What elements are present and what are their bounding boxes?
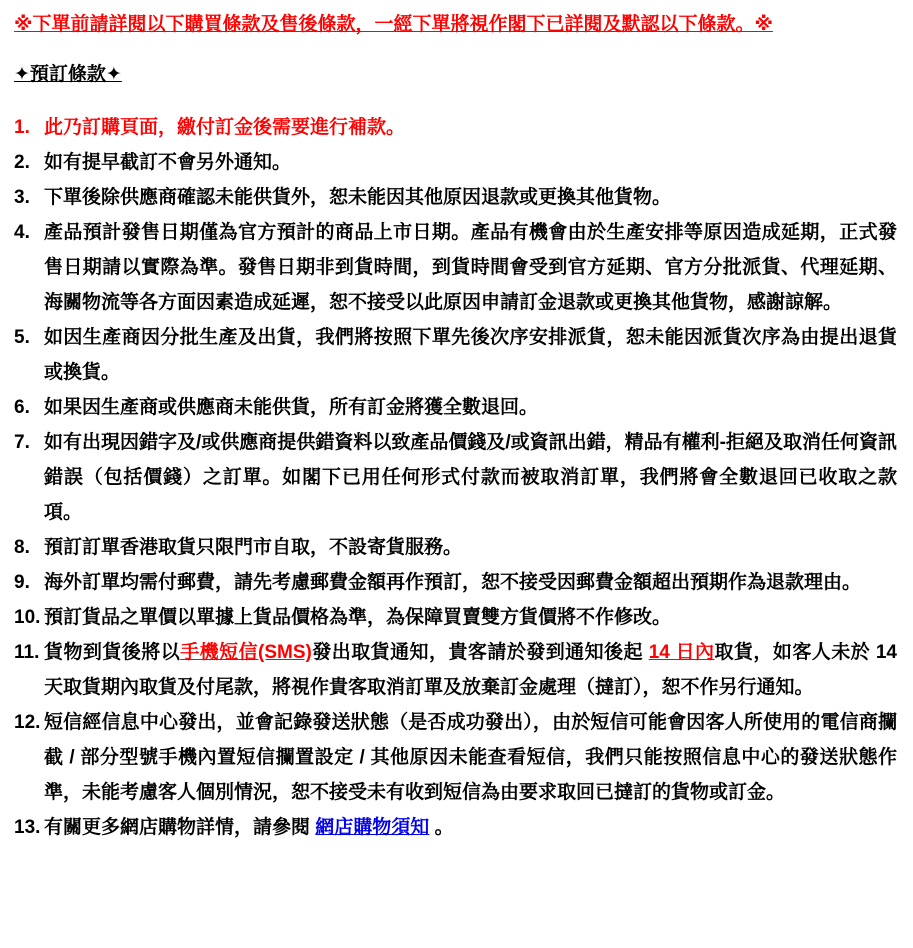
term-number: 6. — [14, 397, 30, 418]
term-number: 11. — [14, 642, 40, 663]
term-text-segment: 。 — [429, 817, 454, 838]
term-number: 13. — [14, 817, 41, 838]
highlighted-red-text: 14 日內 — [648, 642, 715, 663]
term-text — [44, 425, 897, 530]
term-item-8 — [14, 530, 897, 565]
term-number: 7. — [14, 432, 30, 453]
term-number: 5. — [14, 327, 30, 348]
term-text — [44, 810, 897, 845]
term-text — [44, 390, 897, 425]
term-item-2 — [14, 145, 897, 180]
term-text — [44, 110, 897, 145]
term-text — [44, 530, 897, 565]
shop-guide-link[interactable]: 網店購物須知 — [315, 817, 430, 838]
term-item-11 — [14, 635, 897, 705]
term-number: 4. — [14, 222, 30, 243]
term-item-10 — [14, 600, 897, 635]
term-text-segment: 海外訂單均需付郵費，請先考慮郵費金額再作預訂，恕不接受因郵費金額超出預期作為退款理由。 — [44, 572, 862, 593]
term-item-4 — [14, 215, 897, 320]
term-number: 12. — [14, 712, 41, 733]
term-number: 3. — [14, 187, 30, 208]
term-text-segment: 短信經信息中心發出，並會記錄發送狀態（是否成功發出），由於短信可能會因客人所使用的電信商攔截 / 部分型號手機內置短信攔置設定 / 其他原因未能查看短信，我們只能按照信息中心的發送狀態作準，未能考慮客人個別情況，恕不接受未有收到短信為由要求取回已撻訂的貨物或訂金。 — [44, 712, 897, 803]
term-text-segment: 發出取貨通知，貴客請於發到通知後起 — [311, 642, 649, 663]
term-number: 10. — [14, 607, 41, 628]
term-text-segment: 下單後除供應商確認未能供貨外，恕未能因其他原因退款或更換其他貨物。 — [44, 187, 672, 208]
term-number: 8. — [14, 537, 30, 558]
term-text — [44, 180, 897, 215]
term-text-segment: 如有出現因錯字及/或供應商提供錯資料以致產品價錢及/或資訊出錯，精品有權利-拒絕及取消任何資訊錯誤（包括價錢）之訂單。如閣下已用任何形式付款而被取消訂單，我們將會全數退回已收取之款項。 — [44, 432, 897, 523]
term-text — [44, 705, 897, 810]
term-text-segment: 如因生產商因分批生產及出貨，我們將按照下單先後次序安排派貨，恕未能因派貨次序為由提出退貨或換貨。 — [44, 327, 897, 383]
term-item-9 — [14, 565, 897, 600]
term-text — [44, 600, 897, 635]
term-number: 1. — [14, 117, 30, 138]
term-text-segment: 預訂貨品之單價以單據上貨品價格為準，為保障買賣雙方貨價將不作修改。 — [44, 607, 672, 628]
term-text-segment: 取貨，如客人未於 14 天取貨期內取貨及付尾款，將視作貴客取消訂單及放棄訂金處理（撻訂），恕不作另行通知。 — [44, 642, 897, 698]
highlighted-red-text: 手機短信(SMS) — [180, 642, 312, 663]
term-text-segment: 如果因生產商或供應商未能供貨，所有訂金將獲全數退回。 — [44, 397, 539, 418]
term-text — [44, 215, 897, 320]
term-text — [44, 320, 897, 390]
term-item-1 — [14, 110, 897, 145]
term-text-segment: 預訂訂單香港取貨只限門市自取，不設寄貨服務。 — [44, 537, 463, 558]
term-text-segment: 產品預計發售日期僅為官方預計的商品上市日期。產品有機會由於生產安排等原因造成延期，正式發售日期請以實際為準。發售日期非到貨時間，到貨時間會受到官方延期、官方分批派貨、代理延期、海關物流等各方面因素造成延遲，恕不接受以此原因申請訂金退款或更換其他貨物，感謝諒解。 — [44, 222, 897, 313]
term-item-5 — [14, 320, 897, 390]
term-item-3 — [14, 180, 897, 215]
term-text — [44, 565, 897, 600]
term-text-segment: 貨物到貨後將以 — [44, 642, 181, 663]
term-text-segment: 有關更多網店購物詳情，請參閱 — [44, 817, 316, 838]
purchase-notice-banner: ※下單前請詳閱以下購買條款及售後條款，一經下單將視作閣下已詳閱及默認以下條款。※ — [14, 14, 773, 35]
preorder-terms-title: ✦預訂條款✦ — [14, 64, 122, 85]
term-text — [44, 635, 897, 705]
term-text-segment: 如有提早截訂不會另外通知。 — [44, 152, 292, 173]
term-item-7 — [14, 425, 897, 530]
term-text-segment: 此乃訂購頁面，繳付訂金後需要進行補款。 — [44, 117, 406, 138]
term-number: 9. — [14, 572, 30, 593]
terms-list — [14, 110, 897, 845]
term-number: 2. — [14, 152, 30, 173]
term-item-13 — [14, 810, 897, 845]
term-item-6 — [14, 390, 897, 425]
term-item-12 — [14, 705, 897, 810]
term-text — [44, 145, 897, 180]
